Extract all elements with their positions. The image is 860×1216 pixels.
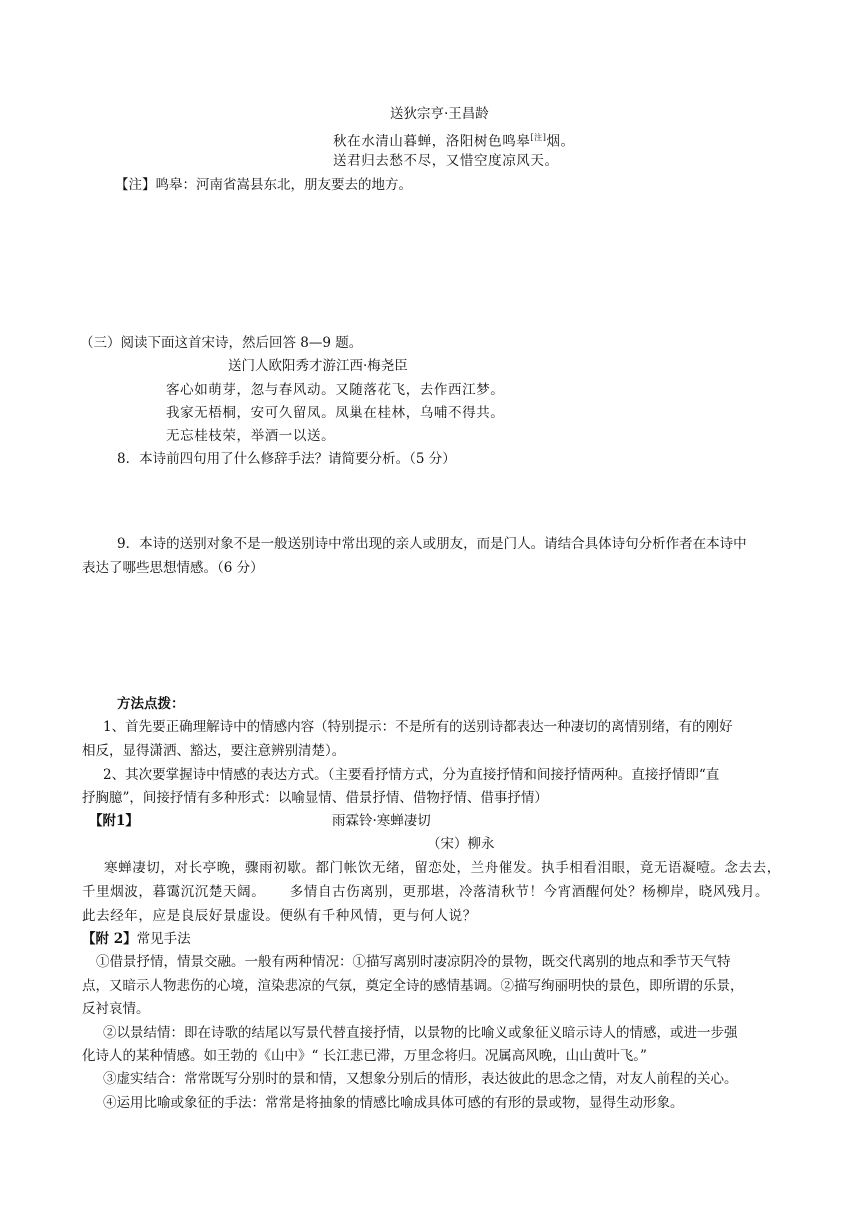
poem1-line-1 <box>333 128 575 152</box>
poem2-title: 送门人欧阳秀才游江西·梅尧臣 <box>228 358 408 374</box>
appendix1-line-3: 此去经年，应是良辰好景虚设。便纵有千种风情，更与何人说？ <box>82 908 477 924</box>
appendix2-item1-line-3: 反衬哀情。 <box>82 1001 150 1017</box>
poem1-title: 送狄宗亨·王昌龄 <box>390 106 489 122</box>
method-p2-line-1: 2、其次要掌握诗中情感的表达方式。（主要看抒情方式，分为直接抒情和间接抒情两种。直接抒情即“直 <box>103 767 720 783</box>
poem1-line-1-text-b: 烟。 <box>546 133 575 150</box>
appendix2-item1-line-1: ①借景抒情，情景交融。一般有两种情况：①描写离别时凄凉阴冷的景物，既交代离别的地点和季节天气特 <box>96 954 731 970</box>
appendix2-item2-line-2: 化诗人的某种情感。如王勃的《山中》“ 长江悲已滞，万里念将归。况属高风晚，山山黄叶飞。” <box>82 1048 647 1064</box>
appendix1-line-1: 寒蝉凄切，对长亭晚，骤雨初歇。都门帐饮无绪，留恋处，兰舟催发。执手相看泪眼，竟无语凝噎。念去去， <box>104 860 781 876</box>
note-marker: [注] <box>530 133 547 142</box>
appendix1-title: 雨霖铃·寒蝉凄切 <box>332 813 431 829</box>
question-9-line-1: 9．本诗的送别对象不是一般送别诗中常出现的亲人或朋友，而是门人。请结合具体诗句分析作者在本诗中 <box>117 536 747 552</box>
method-p2-line-2: 抒胸臆”，间接抒情有多种形式：以喻显情、借景抒情、借物抒情、借事抒情） <box>82 790 548 806</box>
appendix2-item2-line-1: ②以景结情：即在诗歌的结尾以写景代替直接抒情，以景物的比喻义或象征义暗示诗人的情感，或进一步强 <box>103 1025 738 1041</box>
appendix1-author: （宋）柳永 <box>427 836 495 852</box>
appendix1-label: 【附1】 <box>89 813 139 829</box>
question-9-line-2: 表达了哪些思想情感。（6 分） <box>82 560 264 576</box>
poem2-line-2: 我家无梧桐，安可久留凤。凤巢在桂林，乌哺不得共。 <box>166 405 505 421</box>
poem2-line-1: 客心如萌芽，忽与春风动。又随落花飞，去作西江梦。 <box>166 382 505 398</box>
section3-intro: （三）阅读下面这首宋诗，然后回答 8—9 题。 <box>80 335 363 351</box>
appendix1-line-2: 千里烟波，暮霭沉沉楚天阔。 多情自古伤离别，更那堪，冷落清秋节！今宵酒醒何处？杨柳岸，晓风残月。 <box>82 884 770 900</box>
appendix2-heading <box>82 929 191 949</box>
method-p1-line-1: 1、首先要正确理解诗中的情感内容（特别提示：不是所有的送别诗都表达一种凄切的离情别绪，有的刚好 <box>103 719 733 735</box>
appendix2-label-rest: 常见手法 <box>136 931 191 947</box>
appendix2-label: 【附 2】 <box>82 931 137 947</box>
poem1-line-1-text-a: 秋在水清山暮蝉，洛阳树色鸣皋 <box>333 133 531 150</box>
method-heading: 方法点拨： <box>117 696 185 712</box>
appendix2-item4: ④运用比喻或象征的手法：常常是将抽象的情感比喻成具体可感的有形的景或物，显得生动形象。 <box>103 1095 684 1111</box>
appendix2-item1-line-2: 点，又暗示人物悲伤的心境，渲染悲凉的气氛，奠定全诗的感情基调。②描写绚丽明快的景色，即所谓的乐景， <box>82 978 744 994</box>
poem1-note: 【注】鸣皋：河南省嵩县东北，朋友要去的地方。 <box>115 177 412 193</box>
poem1-line-2: 送君归去愁不尽，又惜空度凉风天。 <box>333 153 559 169</box>
poem2-line-3: 无忘桂枝荣，举酒一以送。 <box>166 428 336 444</box>
method-p1-line-2: 相反，显得潇洒、豁达，要注意辨别清楚）。 <box>82 743 346 759</box>
appendix2-item3: ③虚实结合：常常既写分别时的景和情，又想象分别后的情形，表达彼此的思念之情，对友人前程的关心。 <box>103 1071 738 1087</box>
question-8: 8．本诗前四句用了什么修辞手法？请简要分析。（5 分） <box>117 451 456 467</box>
